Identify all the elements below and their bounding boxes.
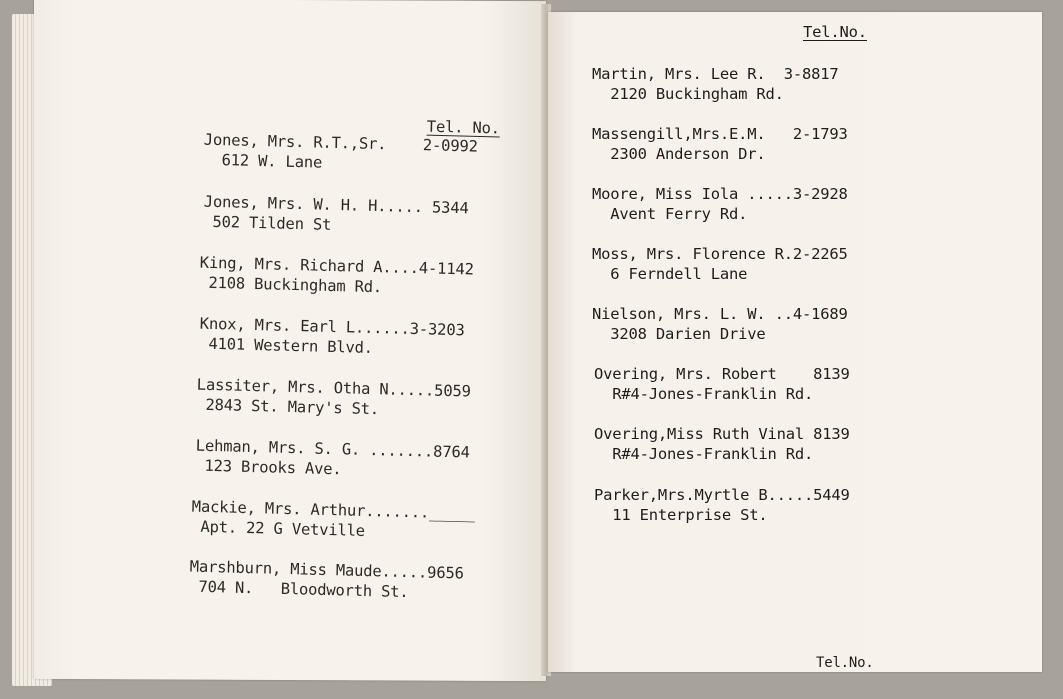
entry-address: 4101 Western Blvd. <box>199 334 374 357</box>
directory-entry <box>191 497 475 544</box>
entry-name-phone: Jones, Mrs. R.T.,Sr. 2-0992 <box>203 130 478 156</box>
entry-address: 6 Ferndell Lane <box>592 265 748 283</box>
directory-entry <box>594 485 850 525</box>
entry-name-phone: Mackie, Mrs. Arthur......._____ <box>191 497 476 523</box>
entry-address: 502 Tilden St <box>203 212 332 234</box>
entry-address: 2108 Buckingham Rd. <box>199 273 383 297</box>
directory-entry <box>592 64 839 104</box>
entry-name-phone: Moore, Miss Iola .....3-2928 <box>592 185 848 203</box>
entry-name-phone: Marshburn, Miss Maude.....9656 <box>189 557 464 583</box>
entry-name-phone: Overing, Mrs. Robert 8139 <box>594 365 850 383</box>
entry-address: R#4-Jones-Franklin Rd. <box>594 385 814 403</box>
entry-name-phone: Parker,Mrs.Myrtle B.....5449 <box>594 486 850 504</box>
entry-name-phone: Jones, Mrs. W. H. H..... 5344 <box>203 192 469 218</box>
entry-name-phone: Lehman, Mrs. S. G. .......8764 <box>195 436 470 462</box>
entry-name-phone: Knox, Mrs. Earl L......3-3203 <box>199 314 465 340</box>
entry-address: Avent Ferry Rd. <box>592 205 748 223</box>
directory-entry <box>189 557 464 604</box>
directory-entry <box>594 424 850 464</box>
entry-address: 11 Enterprise St. <box>594 506 768 524</box>
entry-address: 704 N. Bloodworth St. <box>189 577 409 602</box>
entry-name-phone: Martin, Mrs. Lee R. 3-8817 <box>592 65 839 83</box>
entry-address: Apt. 22 G Vetville <box>191 517 366 540</box>
right-tel-no-footer: Tel.No. <box>816 655 874 671</box>
left-page <box>34 0 546 681</box>
directory-entry <box>592 124 848 164</box>
entry-name-phone: King, Mrs. Richard A....4-1142 <box>199 253 474 279</box>
right-page <box>548 12 1042 672</box>
entry-address: 3208 Darien Drive <box>592 325 766 343</box>
entry-name-phone: Nielson, Mrs. L. W. ..4-1689 <box>592 305 848 323</box>
entry-name-phone: Massengill,Mrs.E.M. 2-1793 <box>592 125 848 143</box>
entry-name-phone: Lassiter, Mrs. Otha N.....5059 <box>196 375 471 401</box>
directory-entry <box>592 244 848 284</box>
entry-address: R#4-Jones-Franklin Rd. <box>594 445 814 463</box>
entry-address: 2300 Anderson Dr. <box>592 145 766 163</box>
entry-name-phone: Overing,Miss Ruth Vinal 8139 <box>594 425 850 443</box>
entry-address: 2120 Buckingham Rd. <box>592 85 784 103</box>
entry-name-phone: Moss, Mrs. Florence R.2-2265 <box>592 245 848 263</box>
entry-address: 123 Brooks Ave. <box>195 456 342 479</box>
directory-entry <box>199 253 474 300</box>
directory-entry <box>203 130 478 177</box>
left-tel-no-header: Tel. No. <box>426 117 501 138</box>
directory-entry <box>203 192 469 239</box>
directory-entry <box>592 184 848 224</box>
directory-entry <box>199 314 465 361</box>
directory-entry <box>594 364 850 404</box>
right-tel-no-header: Tel.No. <box>803 23 867 41</box>
directory-entry <box>592 304 848 344</box>
directory-entry <box>195 436 470 483</box>
directory-entry <box>196 375 471 422</box>
entry-address: 612 W. Lane <box>203 150 323 172</box>
entry-address: 2843 St. Mary's St. <box>196 395 380 419</box>
